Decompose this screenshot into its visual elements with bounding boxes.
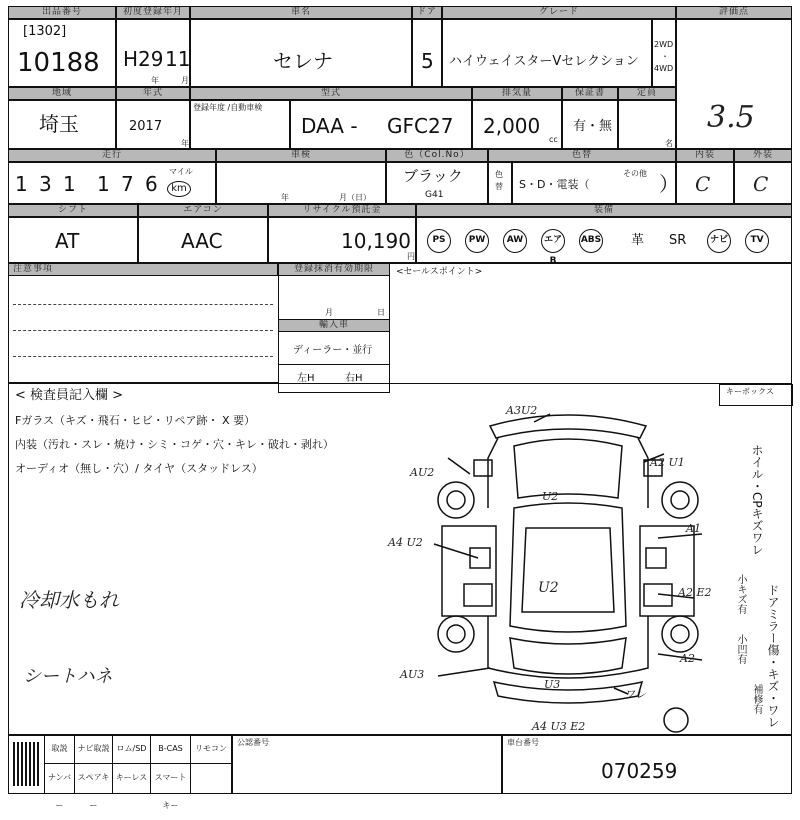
equip-ps: PS — [427, 229, 451, 253]
import-right: 右H — [345, 373, 363, 384]
barcode-icon — [13, 742, 39, 786]
lot-prefix: [1302] — [23, 24, 67, 39]
recycle-unit: 円 — [407, 252, 415, 261]
displacement-value: 2,000 — [483, 114, 541, 138]
color-code: G41 — [425, 190, 444, 200]
capacity-header: 定員 — [618, 87, 676, 100]
side-note-2: ドアミラー傷・キズ・ワレ — [766, 584, 780, 728]
reg-note-cell — [190, 100, 290, 149]
side-note-1: ホイル・CPキズワレ — [750, 444, 764, 556]
inspection-cell — [562, 100, 618, 149]
mileage-header: 走行 — [8, 149, 216, 162]
inspection-opts: 有・無 — [573, 119, 613, 134]
reg-expiry-cell — [278, 263, 390, 393]
notes-line-3 — [13, 356, 273, 357]
inspector-title: < 検査員記入欄 > — [15, 388, 124, 403]
doors-value: 5 — [421, 49, 434, 73]
first-reg-month: 11 — [165, 47, 191, 71]
reg-note: 登録年度 /自動車検 — [193, 103, 263, 112]
import-dealer: ディーラー・並行 — [293, 345, 373, 356]
equip-aw: AW — [503, 229, 527, 253]
equip-airbag: エアB — [541, 229, 565, 253]
mark-left: A4 U2 — [388, 536, 423, 549]
int-score-value: C — [695, 172, 711, 196]
model-year-header: 年式 — [116, 87, 190, 100]
color-header: 色（Col.No） — [386, 149, 488, 162]
color-cell — [386, 162, 488, 204]
mileage-d1: 3 — [39, 172, 52, 196]
inspector-hand-2: シートハネ — [23, 666, 113, 687]
region-cell — [8, 100, 116, 149]
equipment-cell — [416, 217, 792, 266]
ac-value: AAC — [181, 229, 223, 253]
shift-header: シフト — [8, 204, 138, 217]
inspector-hand-1: 冷却水もれ — [19, 588, 119, 612]
displacement-cell — [472, 100, 562, 149]
official-number-label: 公認番号 — [237, 738, 269, 747]
import-divider — [279, 364, 389, 365]
side-note-4: 小凹有 — [735, 634, 746, 664]
drive-4wd: 4WD — [654, 64, 674, 73]
reg-expiry-header: 登録抹消有効期限 — [278, 263, 390, 276]
model-prefix: DAA - — [301, 114, 358, 138]
month-unit: 月 — [181, 76, 189, 85]
mark-top: A3U2 — [506, 404, 538, 417]
color-change-header: 色替 — [488, 149, 676, 162]
vin-cell — [502, 735, 792, 794]
footer-r2c3: キーレス — [113, 764, 151, 793]
int-score-header: 内装 — [676, 149, 734, 162]
footer-r2c2: スペアキー — [75, 764, 113, 793]
recycle-header: リサイクル預託金 — [268, 204, 416, 217]
mark-r1: A1 — [686, 522, 701, 535]
shift-value: AT — [55, 229, 80, 253]
footer-r1c5: リモコン — [191, 736, 231, 764]
inspector-line-3: オーディオ（無し・穴）/ タイヤ（スタッドレス） — [15, 462, 263, 475]
footer-r1c1: 取説 — [45, 736, 75, 764]
shaken-cell — [216, 162, 386, 204]
color-change-label: 色替 — [495, 170, 503, 191]
inspector-line-2: 内装（汚れ・スレ・焼け・シミ・コゲ・穴・キレ・破れ・剥れ） — [15, 438, 334, 451]
mark-hood: U2 — [542, 490, 559, 503]
car-name-header: 車名 — [190, 6, 412, 19]
notes-line-1 — [13, 304, 273, 305]
region-header: 地域 — [8, 87, 116, 100]
mark-bottom: A4 U3 E2 — [532, 720, 586, 733]
key-box-label: キーボックス — [726, 387, 774, 396]
displacement-header: 排気量 — [472, 87, 562, 100]
grade-header: グレード — [442, 6, 676, 19]
mileage-d0: 1 — [15, 172, 28, 196]
mark-tl: AU2 — [410, 466, 435, 479]
notes-header: 注意事項 — [8, 263, 278, 276]
mileage-km-unit: km — [167, 181, 191, 197]
score-header: 評価点 — [676, 6, 792, 19]
sales-point-cell — [390, 263, 792, 383]
recycle-cell — [268, 217, 416, 263]
equip-leather: 革 — [631, 233, 645, 248]
score-cell — [676, 19, 792, 149]
inspector-line-1: Fガラス（キズ・飛石・ヒビ・リペア跡・ X 要） — [15, 414, 256, 427]
displacement-unit: cc — [549, 135, 558, 144]
mark-r3: A2 — [680, 652, 695, 665]
mileage-mile-unit: マイル — [169, 167, 193, 176]
footer-r1c2: ナビ取説 — [75, 736, 113, 764]
reg-expiry-day: 日 — [377, 308, 385, 317]
footer-r1c4: B-CAS — [151, 736, 191, 764]
equip-sr: SR — [669, 233, 687, 248]
doors-header: ドア — [412, 6, 442, 19]
mileage-cell — [8, 162, 216, 204]
equip-pw: PW — [465, 229, 489, 253]
car-diagram — [418, 398, 718, 738]
ext-score-value: C — [753, 172, 769, 196]
region-value: 埼玉 — [39, 112, 79, 136]
year-unit: 年 — [151, 76, 159, 85]
mark-tr: A2 U1 — [650, 456, 685, 469]
import-left: 左H — [297, 373, 315, 384]
ext-score-cell — [734, 162, 792, 204]
mileage-d3: 1 — [97, 172, 110, 196]
paint-close: ） — [659, 172, 679, 196]
footer-r2c4: スマートキー — [151, 764, 191, 793]
shaken-month: 月（日） — [339, 193, 371, 202]
footer-r2c1: ナンバー — [45, 764, 75, 793]
mark-crack: ワレ — [624, 688, 646, 701]
mark-r2: A2 E2 — [678, 586, 712, 599]
equip-tv: TV — [745, 229, 769, 253]
lot-cell — [8, 19, 116, 87]
equip-abs: ABS — [579, 229, 603, 253]
int-score-cell — [676, 162, 734, 204]
equipment-header: 装備 — [416, 204, 792, 217]
model-code: GFC27 — [387, 114, 454, 138]
capacity-cell — [618, 100, 676, 149]
shaken-header: 車検 — [216, 149, 386, 162]
side-note-5: 補修有 — [751, 684, 762, 714]
mark-roof: U2 — [538, 580, 559, 596]
score-value: 3.5 — [707, 100, 755, 135]
paint-cell — [512, 162, 679, 204]
doors-cell — [412, 19, 442, 87]
capacity-unit: 名 — [665, 139, 673, 148]
official-number-cell — [232, 735, 502, 794]
equip-navi: ナビ — [707, 229, 731, 253]
recycle-value: 10,190 — [341, 229, 411, 253]
key-box — [719, 384, 793, 406]
footer-r2c5 — [191, 764, 231, 793]
reg-expiry-month: 月 — [325, 308, 333, 317]
mileage-d2: 1 — [63, 172, 76, 196]
color-name: ブラック — [403, 167, 463, 185]
vin-value: 070259 — [601, 759, 678, 783]
lot-header: 出品番号 — [8, 6, 116, 19]
mileage-d5: 6 — [145, 172, 158, 196]
grade-value: ハイウェイスターVセレクション — [449, 54, 639, 69]
color-change-cell — [488, 162, 512, 204]
auction-sheet — [8, 6, 792, 810]
model-year-value: 2017 — [129, 119, 163, 134]
model-year-unit: 年 — [181, 139, 189, 148]
footer-r1c3: ロム/SD — [113, 736, 151, 764]
first-reg-header: 初度登録年月 — [116, 6, 190, 19]
first-reg-era: H29 — [123, 47, 164, 71]
drive-cell — [652, 19, 676, 87]
ac-header: エアコン — [138, 204, 268, 217]
mark-rear: U3 — [544, 678, 561, 691]
grade-cell — [442, 19, 652, 87]
drive-2wd: 2WD — [654, 40, 674, 49]
shift-cell — [8, 217, 138, 263]
lot-number: 10188 — [17, 48, 100, 78]
model-cell — [290, 100, 472, 149]
footer-barcode — [9, 736, 45, 793]
import-header: 輸入車 — [278, 319, 390, 332]
side-note-3: 小キズ有 — [735, 574, 746, 614]
paint-opts: S・D・電装（ — [519, 178, 590, 191]
footer-items — [8, 735, 232, 810]
inspection-header: 保証書 — [562, 87, 618, 100]
car-name: セレナ — [273, 49, 333, 73]
mark-bl: AU3 — [400, 668, 425, 681]
car-name-cell — [190, 19, 412, 87]
sales-point-header: <セールスポイント> — [396, 267, 483, 277]
first-reg-cell — [116, 19, 190, 87]
vin-label: 車台番号 — [507, 738, 539, 747]
ac-cell — [138, 217, 268, 263]
drive-dot: ・ — [661, 52, 669, 61]
shaken-year: 年 — [281, 193, 289, 202]
mileage-d4: 7 — [121, 172, 134, 196]
notes-line-2 — [13, 330, 273, 331]
notes-cell — [8, 263, 278, 383]
model-header: 型式 — [190, 87, 472, 100]
paint-other: その他 — [623, 169, 647, 178]
model-year-cell — [116, 100, 190, 149]
ext-score-header: 外装 — [734, 149, 792, 162]
